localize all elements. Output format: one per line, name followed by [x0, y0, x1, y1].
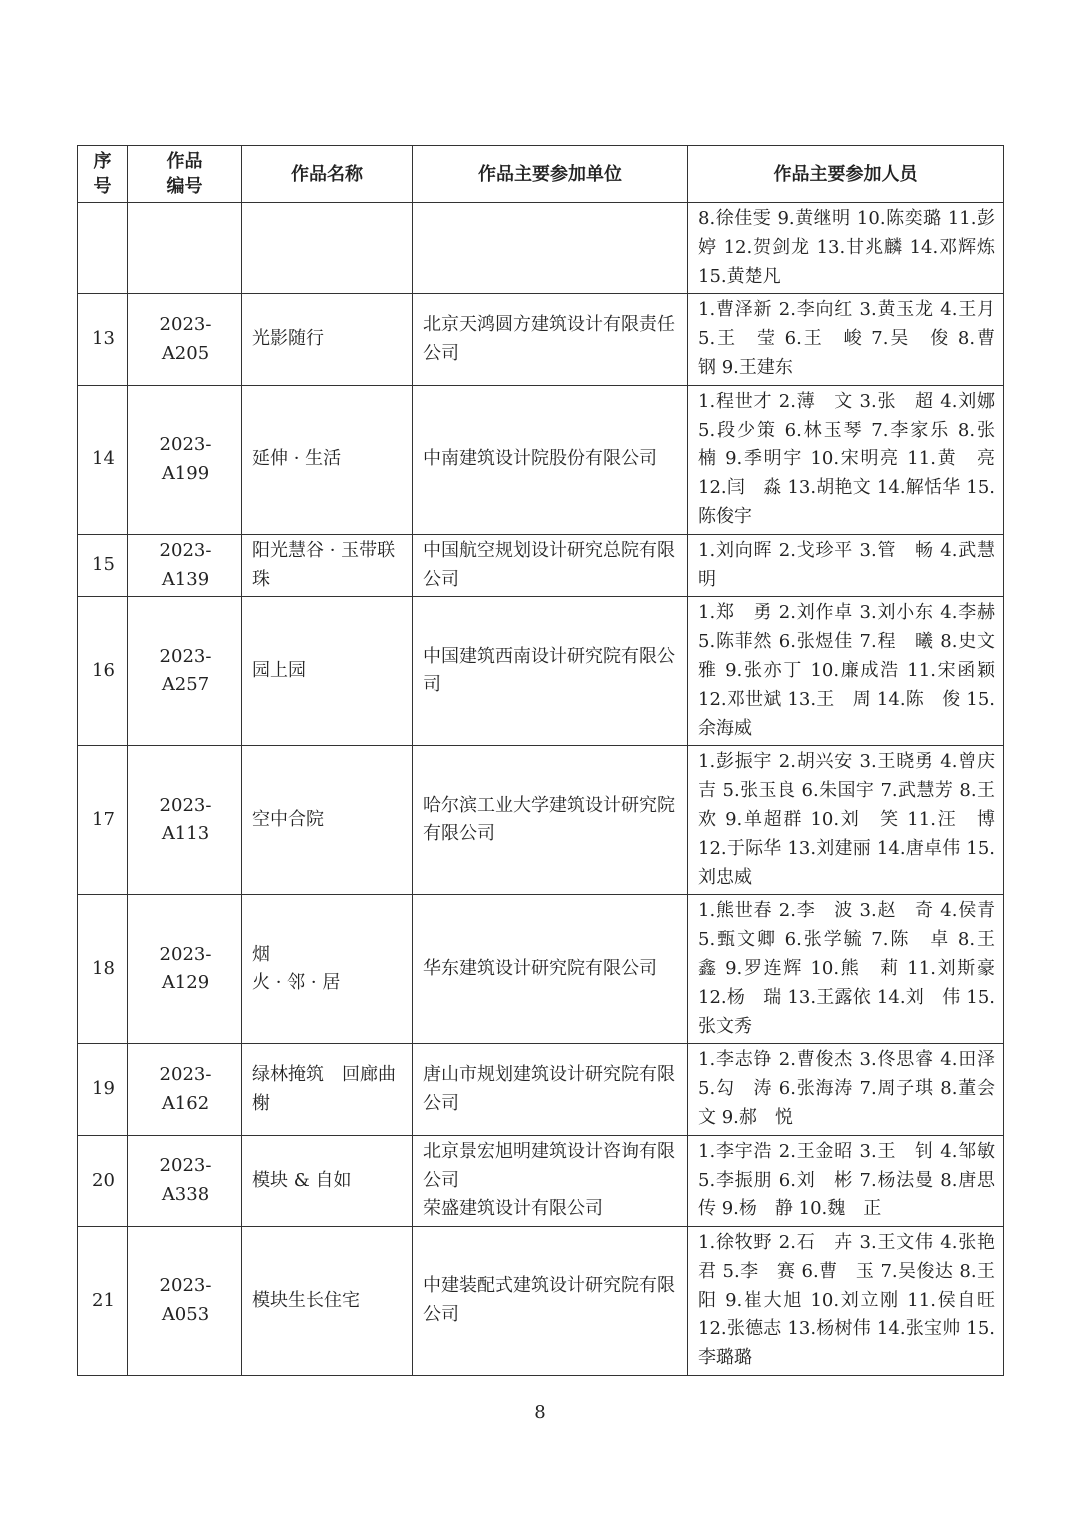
work-name-line: 园上园 [252, 659, 306, 681]
cell-people: 1.徐牧野 2.石 卉 3.王文伟 4.张艳君 5.李 赛 6.曹 玉 7.吴俊达 8.王 阳 9.崔大旭 10.刘立刚 11.侯自旺 12.张德志 13.杨树伟 14.张宝帅 15.李璐璐 [688, 1227, 1004, 1376]
cell-work-name [242, 1135, 413, 1226]
cell-code: 2023-A199 [128, 385, 242, 534]
cell-code: 2023-A139 [128, 534, 242, 597]
cell-seq: 14 [78, 385, 128, 534]
cell-people: 1.刘向晖 2.戈珍平 3.管 畅 4.武慧明 [688, 534, 1004, 597]
cell-work-name [242, 1227, 413, 1376]
cell-code: 2023-A338 [128, 1135, 242, 1226]
cell-people: 1.曹泽新 2.李向红 3.黄玉龙 4.王月 5.王 莹 6.王 峻 7.吴 俊 8.曹 钢 9.王建东 [688, 294, 1004, 385]
work-name-line: 火 · 邻 · 居 [252, 972, 341, 994]
cell-work-name [242, 1044, 413, 1135]
header-unit: 作品主要参加单位 [413, 146, 688, 203]
cell-code: 2023-A129 [128, 895, 242, 1044]
cell-code: 2023-A257 [128, 597, 242, 746]
cell-code: 2023-A113 [128, 746, 242, 895]
work-name-line: 绿林掩筑 回廊曲榭 [252, 1063, 396, 1114]
unit-line: 哈尔滨工业大学建筑设计研究院有限公司 [423, 794, 675, 845]
work-name-line: 模块 & 自如 [252, 1169, 352, 1191]
cell-seq: 20 [78, 1135, 128, 1226]
table-row [78, 203, 1004, 294]
unit-line: 中建装配式建筑设计研究院有限公司 [423, 1275, 675, 1326]
work-name-line: 烟 [252, 943, 270, 965]
cell-seq: 17 [78, 746, 128, 895]
cell-people: 1.熊世春 2.李 波 3.赵 奇 4.侯青 5.甄文卿 6.张学毓 7.陈 卓 8.王 鑫 9.罗连辉 10.熊 莉 11.刘斯豪 12.杨 瑞 13.王露依 14.刘 伟 15.张文秀 [688, 895, 1004, 1044]
cell-work-name [242, 294, 413, 385]
table-row [78, 746, 1004, 895]
cell-unit [413, 385, 688, 534]
header-name: 作品名称 [242, 146, 413, 203]
cell-people: 8.徐佳雯 9.黄继明 10.陈奕璐 11.彭 婷 12.贺剑龙 13.甘兆麟 14.邓辉炼 15.黄楚凡 [688, 203, 1004, 294]
cell-unit [413, 1044, 688, 1135]
cell-code: 2023-A162 [128, 1044, 242, 1135]
cell-seq: 13 [78, 294, 128, 385]
unit-line: 中南建筑设计院股份有限公司 [423, 448, 657, 470]
cell-unit [413, 746, 688, 895]
table-row [78, 1135, 1004, 1226]
cell-work-name [242, 385, 413, 534]
work-name-line: 阳光慧谷 · 玉带联珠 [252, 539, 396, 590]
header-people: 作品主要参加人员 [688, 146, 1004, 203]
page-number: 8 [534, 1402, 546, 1423]
cell-seq: 15 [78, 534, 128, 597]
cell-unit [413, 895, 688, 1044]
cell-seq: 16 [78, 597, 128, 746]
cell-code: 2023-A053 [128, 1227, 242, 1376]
cell-seq: 21 [78, 1227, 128, 1376]
unit-line: 北京天鸿圆方建筑设计有限责任公司 [423, 313, 675, 364]
unit-line: 北京景宏旭明建筑设计咨询有限公司 [423, 1140, 675, 1191]
cell-work-name [242, 746, 413, 895]
cell-seq [78, 203, 128, 294]
table-row [78, 534, 1004, 597]
unit-line: 唐山市规划建筑设计研究院有限公司 [423, 1063, 675, 1114]
cell-seq: 18 [78, 895, 128, 1044]
header-seq: 序 号 [78, 146, 128, 203]
unit-line: 荣盛建筑设计有限公司 [423, 1198, 603, 1220]
table-row [78, 1227, 1004, 1376]
work-name-line: 模块生长住宅 [252, 1289, 360, 1311]
cell-work-name [242, 597, 413, 746]
cell-work-name [242, 534, 413, 597]
table-row [78, 385, 1004, 534]
table-row [78, 294, 1004, 385]
unit-line: 中国航空规划设计研究总院有限公司 [423, 539, 675, 590]
award-table [77, 145, 1013, 1376]
cell-people: 1.程世才 2.薄 文 3.张 超 4.刘娜 5.段少策 6.林玉琴 7.李家乐 8.张 楠 9.季明宇 10.宋明亮 11.黄 亮 12.闫 淼 13.胡艳文 14.解恬华 15.陈俊宇 [688, 385, 1004, 534]
cell-people: 1.李志铮 2.曹俊杰 3.佟思睿 4.田泽 5.勾 涛 6.张海涛 7.周子琪 8.董会文 9.郝 悦 [688, 1044, 1004, 1135]
cell-unit [413, 597, 688, 746]
cell-work-name [242, 203, 413, 294]
cell-people: 1.郑 勇 2.刘作卓 3.刘小东 4.李赫 5.陈菲然 6.张煜佳 7.程 曦 8.史文雅 9.张亦丁 10.廉成浩 11.宋函颖 12.邓世斌 13.王 周 14.陈 俊 15.余海威 [688, 597, 1004, 746]
table-header-row [78, 146, 1004, 203]
table-row [78, 1044, 1004, 1135]
work-name-line: 延伸 · 生活 [252, 448, 342, 470]
cell-unit [413, 294, 688, 385]
cell-unit [413, 203, 688, 294]
table-row [78, 895, 1004, 1044]
cell-unit [413, 534, 688, 597]
cell-seq: 19 [78, 1044, 128, 1135]
cell-people: 1.李宇浩 2.王金昭 3.王 钊 4.邹敏 5.李振朋 6.刘 彬 7.杨法曼 8.唐思传 9.杨 静 10.魏 正 [688, 1135, 1004, 1226]
cell-people: 1.彭振宇 2.胡兴安 3.王晓勇 4.曾庆吉 5.张玉良 6.朱国宇 7.武慧芳 8.王 欢 9.单超群 10.刘 笑 11.汪 博 12.于际华 13.刘建丽 14.唐卓伟 15.刘忠威 [688, 746, 1004, 895]
cell-work-name [242, 895, 413, 1044]
header-code: 作品 编号 [128, 146, 242, 203]
work-name-line: 空中合院 [252, 808, 324, 830]
unit-line: 中国建筑西南设计研究院有限公司 [423, 645, 675, 696]
work-name-line: 光影随行 [252, 328, 324, 350]
table-row [78, 597, 1004, 746]
cell-unit [413, 1227, 688, 1376]
cell-unit [413, 1135, 688, 1226]
cell-code [128, 203, 242, 294]
cell-code: 2023-A205 [128, 294, 242, 385]
table-body [78, 203, 1013, 1376]
unit-line: 华东建筑设计研究院有限公司 [423, 957, 657, 979]
